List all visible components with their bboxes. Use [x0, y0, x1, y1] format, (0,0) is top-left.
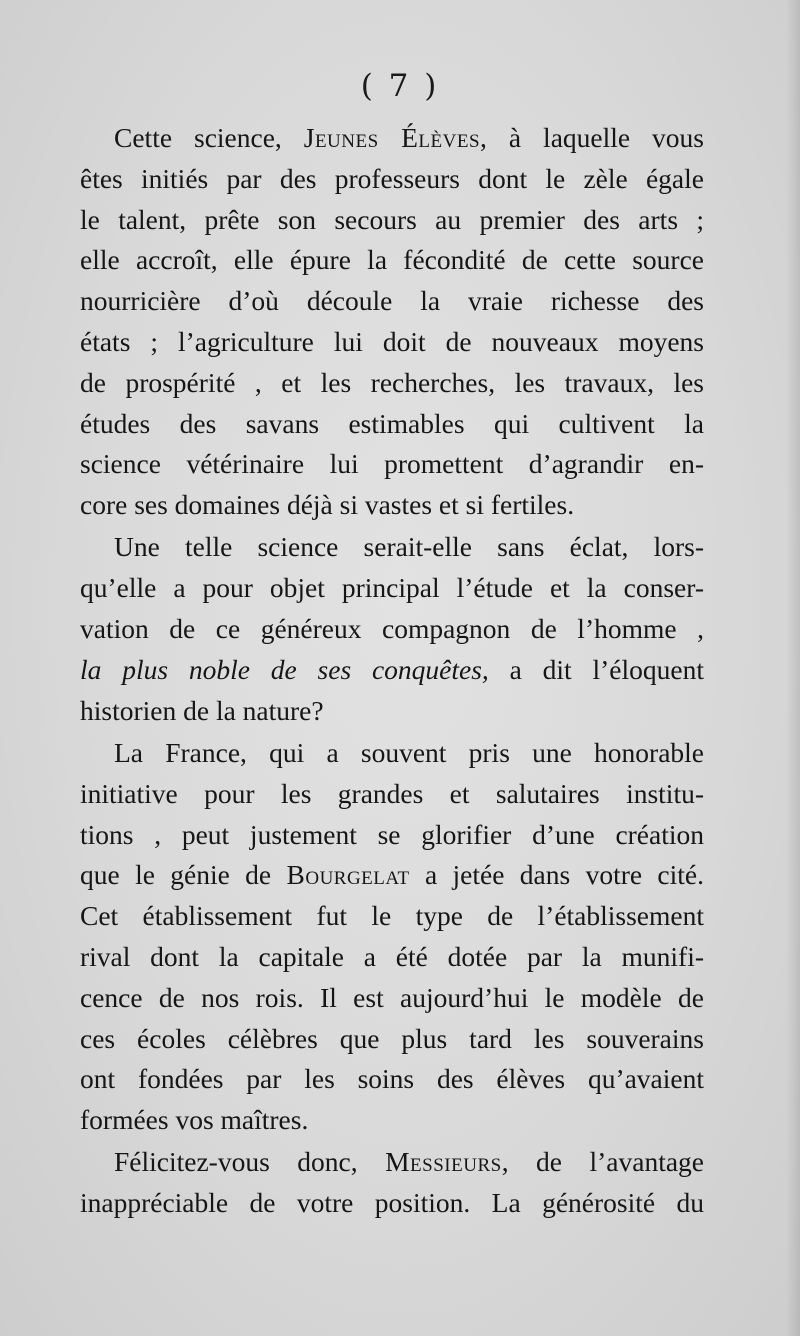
body-text — [80, 118, 704, 1224]
text-segment: ont fondées par les soins des élèves qu’avaient — [80, 1063, 704, 1095]
text-segment: , à laquelle vous — [480, 122, 705, 153]
text-line — [80, 1142, 704, 1183]
text-line — [80, 937, 704, 978]
text-segment: a dit l’éloquent — [488, 653, 704, 685]
text-line — [80, 978, 704, 1019]
text-line — [80, 1019, 704, 1060]
text-segment: inappréciable de votre position. La générosité du — [80, 1187, 704, 1219]
text-segment: qu’elle a pour objet principal l’étude et la conser- — [80, 572, 704, 604]
small-caps-text: Jeunes Élèves — [303, 122, 481, 153]
text-segment: nourricière d’où découle la vraie richesse des — [80, 285, 704, 317]
text-segment: science vétérinaire lui promettent d’agrandir en- — [80, 448, 704, 480]
text-line — [80, 404, 704, 445]
text-line — [80, 691, 704, 732]
text-segment: initiative pour les grandes et salutaires institu- — [80, 777, 704, 809]
text-line — [80, 650, 704, 691]
page-number: ( 7 ) — [360, 68, 440, 104]
text-segment: Félicitez-vous donc, — [114, 1146, 386, 1178]
text-line — [80, 733, 704, 774]
small-caps-text: Bourgelat — [286, 859, 410, 891]
text-line — [80, 568, 704, 609]
text-line — [80, 159, 704, 200]
text-line — [80, 485, 704, 526]
text-segment: formées vos maîtres. — [80, 1104, 309, 1136]
text-segment: études des savans estimables qui cultivent la — [80, 407, 704, 439]
text-line — [80, 281, 704, 322]
text-line — [80, 855, 704, 896]
text-segment: ces écoles célèbres que plus tard les souverains — [80, 1022, 704, 1054]
text-segment: êtes initiés par des professeurs dont le zèle égale — [80, 162, 704, 194]
text-segment: de prospérité , et les recherches, les travaux, les — [80, 366, 704, 398]
text-segment: le talent, prête son secours au premier des arts ; — [80, 203, 704, 235]
text-line — [80, 896, 704, 937]
text-segment: La France, qui a souvent pris une honorable — [114, 736, 704, 768]
text-segment: a jetée dans votre cité. — [409, 859, 704, 891]
text-segment: elle accroît, elle épure la fécondité de cette source — [80, 244, 704, 276]
text-line — [80, 1059, 704, 1100]
text-line — [80, 1100, 704, 1141]
text-line — [80, 322, 704, 363]
text-line — [80, 527, 704, 568]
text-line — [80, 774, 704, 815]
text-segment: Cet établissement fut le type de l’établissement — [80, 900, 704, 932]
text-segment: rival dont la capitale a été dotée par la munifi- — [80, 940, 704, 972]
text-line — [80, 200, 704, 241]
text-line — [80, 815, 704, 856]
page-edge-shadow — [786, 0, 800, 1336]
text-segment: que le génie de — [80, 859, 287, 891]
text-segment: historien de la nature? — [80, 694, 324, 726]
text-segment: vation de ce généreux compagnon de l’homme , — [80, 613, 704, 645]
text-segment: Une telle science serait-elle sans éclat, lors- — [114, 531, 704, 563]
text-segment: , de l’avantage — [501, 1146, 704, 1178]
text-line — [80, 444, 704, 485]
text-line — [80, 118, 704, 159]
text-line — [80, 609, 704, 650]
text-segment: états ; l’agriculture lui doit de nouveaux moyens — [80, 325, 704, 357]
text-segment: tions , peut justement se glorifier d’une création — [80, 818, 704, 850]
text-line — [80, 363, 704, 404]
small-caps-text: Messieurs — [385, 1146, 502, 1178]
text-segment: Cette science, — [114, 122, 304, 153]
text-line — [80, 1183, 704, 1224]
text-line — [80, 240, 704, 281]
text-segment: core ses domaines déjà si vastes et si fertiles. — [80, 489, 575, 521]
text-segment: cence de nos rois. Il est aujourd’hui le modèle de — [80, 981, 704, 1013]
italic-text: la plus noble de ses conquêtes, — [80, 653, 489, 685]
